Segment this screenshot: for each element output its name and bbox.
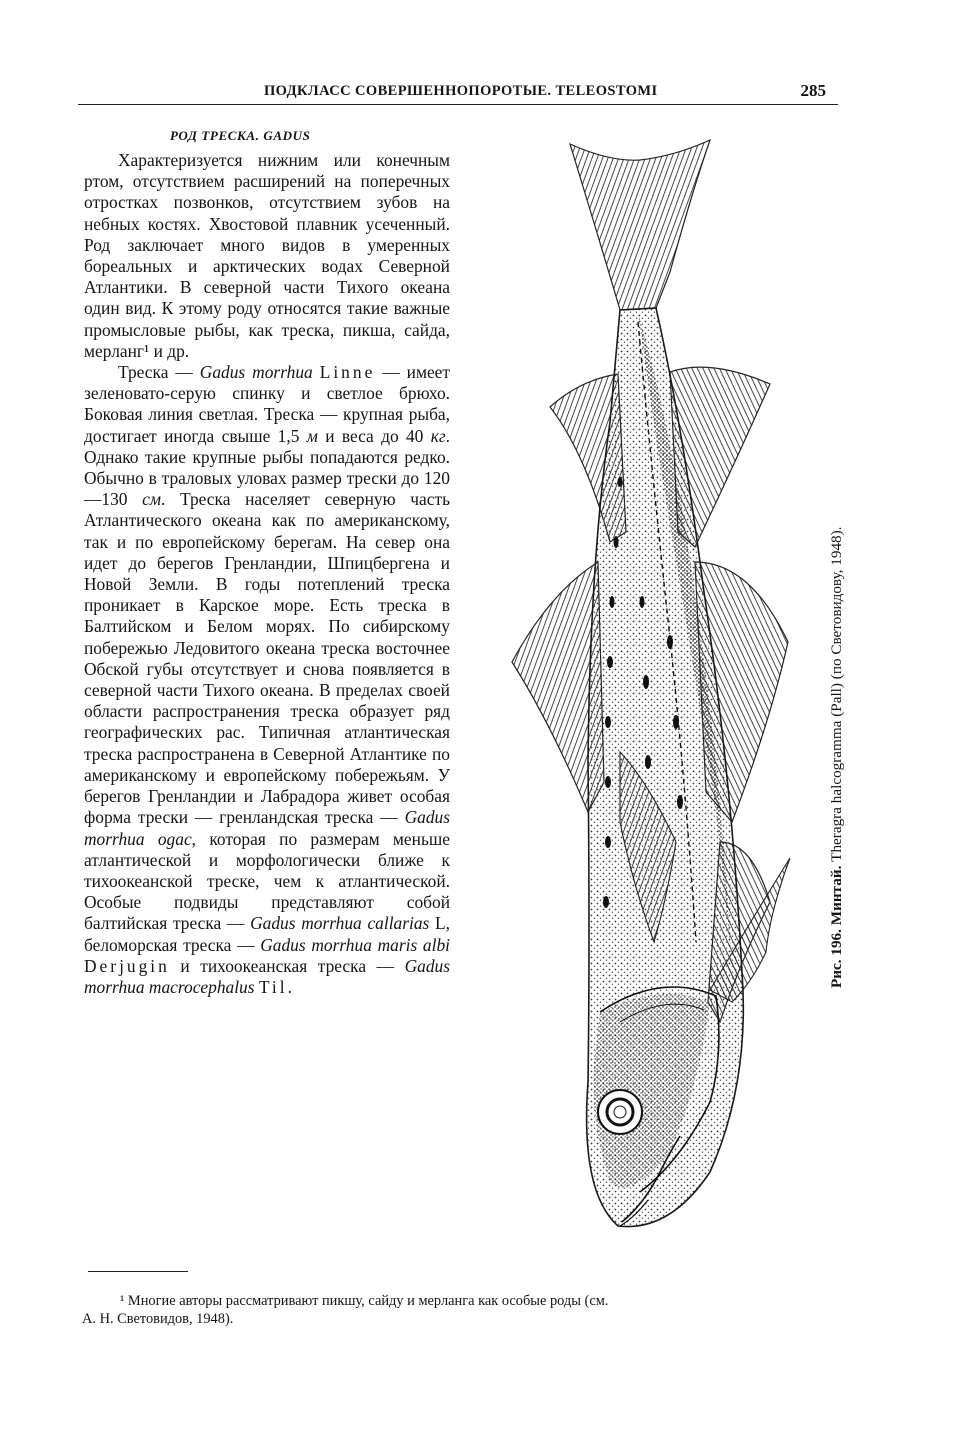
author-name: Linne bbox=[319, 362, 376, 383]
unit: м bbox=[306, 425, 318, 446]
footnote-line-1: ¹ Многие авторы рассматривают пикшу, сайду и мерланга как особые роды (см. bbox=[120, 1293, 609, 1309]
header-title: ПОДКЛАСС СОВЕРШЕННОПОРОТЫЕ. TELEOSTOMI bbox=[264, 83, 658, 99]
caudal-fin bbox=[570, 140, 710, 310]
unit: кг bbox=[430, 425, 446, 446]
footnote-line-2: А. Н. Световидов, 1948). bbox=[82, 1311, 234, 1327]
author-name: Til bbox=[258, 976, 288, 997]
text-run: L, беломорская треска — bbox=[84, 913, 450, 955]
fish-illustration bbox=[470, 122, 810, 1252]
text-run: . Треска населяет северную часть Атлантического океана как по американскому, так и по европейскому берегам. На север она идет до берегов Гренландии, Шпицбергена и Новой Земли. В годы потеплений треска проникает в Карское море. Есть треска в Балтийском и Белом морях. По сибирскому побережью Ледовитого океана треска восточнее Обской губы отсутствует и снова появляется в северной части Тихого океана. В пределах своей области распространения треска образует ряд географических рас. Типичная атлантическая треска распространена в Северной Атлантике по американскому и европейскому побережьям. У берегов Гренландии и Лабрадора живет особая форма трески — гренландская треска — bbox=[84, 489, 450, 828]
species-name: Gadus morrhua maris albi bbox=[260, 934, 450, 955]
species-name: Gadus morrhua bbox=[199, 362, 313, 383]
footnote bbox=[82, 1292, 840, 1328]
author-name: Derjugin bbox=[84, 955, 170, 976]
figure-label: Рис. 196. Минтай. bbox=[828, 865, 845, 988]
text-run: . bbox=[287, 976, 292, 997]
figure-caption bbox=[828, 368, 846, 988]
text-run: и веса до 40 bbox=[317, 425, 431, 446]
figure-text: Theragra halcogramma (Pall) (по Световидову, 1948). bbox=[828, 526, 845, 862]
unit: см bbox=[142, 489, 161, 510]
text-run: , которая по размерам меньше атлантической и морфологически ближе к тихоокеанской треске, чем к атлантической. Особые подвиды представляют собой балтийская треска — bbox=[84, 828, 450, 934]
species-name: Gadus morrhua macrocephalus bbox=[84, 955, 450, 997]
running-header bbox=[78, 82, 838, 105]
body-text bbox=[84, 150, 450, 998]
text-run: . Однако такие крупные рыбы попадаются редко. Обычно в траловых уловах размер трески до 120—130 bbox=[84, 425, 450, 510]
text-run: и тихоокеанская треска — bbox=[169, 955, 405, 976]
text-run: — имеет зеленовато-серую спинку и светлое брюхо. Боковая линия светлая. Треска — крупная рыба, достигает иногда свыше 1,5 bbox=[84, 362, 450, 446]
section-title: РОД ТРЕСКА. GADUS bbox=[170, 128, 311, 143]
paragraph-cod bbox=[84, 362, 450, 998]
footnote-rule bbox=[88, 1271, 188, 1272]
species-name: Gadus morrhua ogac bbox=[84, 807, 450, 849]
page-number: 285 bbox=[800, 81, 826, 100]
text-run: Треска — bbox=[118, 362, 200, 383]
paragraph-genus: Характеризуется нижним или конечным ртом, отсутствием расширений на поперечных отростках позвонков, отсутствием зубов на небных костях. Хвостовой плавник усеченный. Род заключает много видов в умеренных бореальных и арктических водах Северной Атлантики. В северной части Тихого океана один вид. К этому роду относятся такие важные промысловые рыбы, как треска, пикша, сайда, мерланг¹ и др. bbox=[84, 150, 450, 361]
species-name: Gadus morrhua callarias bbox=[250, 913, 430, 934]
fish-eye bbox=[598, 1090, 642, 1134]
